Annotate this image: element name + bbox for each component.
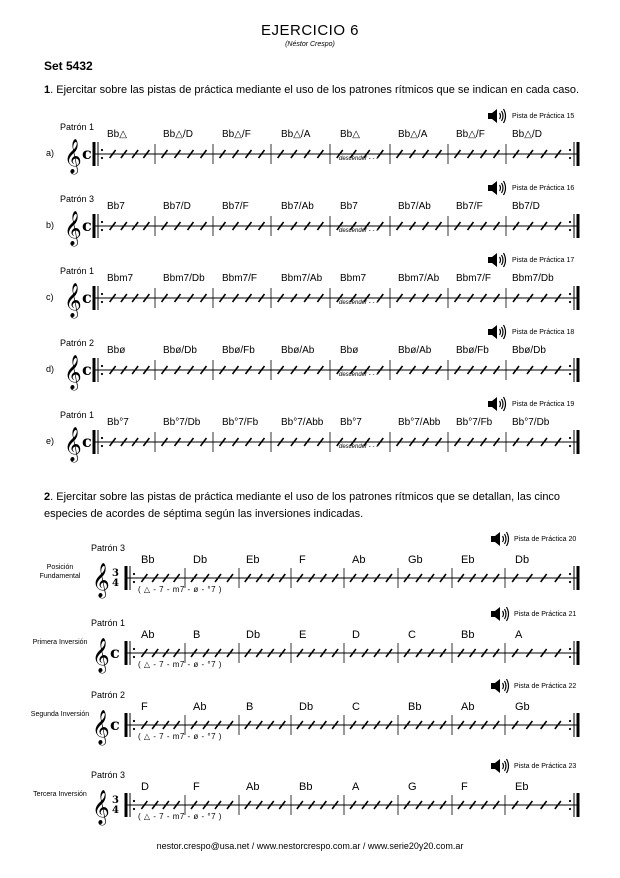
section1-chord-1-6: Bb7/F: [456, 201, 483, 212]
section1-chord-4-6: Bb°7/Fb: [456, 417, 493, 428]
section1-chord-2-4: Bbm7: [340, 273, 367, 284]
section1-chord-4-4: Bb°7: [340, 417, 362, 428]
section1-track-3: Pista de Práctica 18: [512, 329, 575, 336]
section2-pattern-1: Patrón 1: [91, 618, 126, 628]
section1-label-0: a): [46, 148, 55, 158]
svg-text:𝄞: 𝄞: [92, 790, 110, 825]
section1-chord-2-5: Bbm7/Ab: [398, 273, 440, 284]
section1-descender-3: descender - - -: [339, 372, 379, 378]
section1-descender-2: descender - - -: [339, 300, 379, 306]
section1-staff-1: [60, 206, 582, 246]
section2-species-2: ( △ - 7 - m7 - ø - °7 ): [138, 732, 222, 741]
section1-pattern-2: Patrón 1: [60, 266, 95, 276]
section2-speaker-icon-3: [490, 758, 510, 774]
section1-chord-0-5: Bb△/A: [398, 129, 428, 140]
svg-text:c: c: [82, 432, 92, 451]
section2-species-1: ( △ - 7 - m7 - ø - °7 ): [138, 660, 222, 669]
section1-chord-2-3: Bbm7/Ab: [281, 273, 323, 284]
section1-chord-0-7: Bb△/D: [512, 129, 542, 140]
section2-species-3: ( △ - 7 - m7 - ø - °7 ): [138, 812, 222, 821]
svg-text:𝄞: 𝄞: [64, 139, 82, 174]
section2-pattern-2: Patrón 2: [91, 690, 126, 700]
svg-text:𝄞: 𝄞: [92, 638, 110, 673]
section1-chord-4-7: Bb°7/Db: [512, 417, 550, 428]
section1-chord-3-6: Bbø/Fb: [456, 345, 489, 356]
section1-pattern-3: Patrón 2: [60, 338, 95, 348]
section2-position-3: Tercera Inversión: [33, 791, 87, 798]
section1-pattern-0: Patrón 1: [60, 122, 95, 132]
section1-chord-3-5: Bbø/Ab: [398, 345, 432, 356]
section2-chord-2-2: B: [246, 701, 254, 713]
section1-label-2: c): [46, 292, 54, 302]
section2-chord-3-5: G: [408, 781, 417, 793]
section1-chord-4-5: Bb°7/Abb: [398, 417, 441, 428]
section2-chord-2-7: Gb: [515, 701, 530, 713]
section2-track-3: Pista de Práctica 23: [514, 763, 577, 770]
svg-text:𝄞: 𝄞: [92, 563, 110, 598]
section2-chord-0-0: Bb: [141, 554, 155, 566]
section1-track-4: Pista de Práctica 19: [512, 401, 575, 408]
section2-chord-2-1: Ab: [193, 701, 207, 713]
section2-chord-3-4: A: [352, 781, 360, 793]
section1-chord-3-1: Bbø/Db: [163, 345, 197, 356]
section1-label-1: b): [46, 220, 55, 230]
svg-text:𝄞: 𝄞: [64, 283, 82, 318]
section1-chord-3-2: Bbø/Fb: [222, 345, 255, 356]
section1-descender-1: descender - - -: [339, 228, 379, 234]
section1-chord-2-0: Bbm7: [107, 273, 134, 284]
section1-staff-4: [60, 422, 582, 462]
section1-chord-3-3: Bbø/Ab: [281, 345, 315, 356]
section2-track-1: Pista de Práctica 21: [514, 611, 577, 618]
section2-chord-2-6: Ab: [461, 701, 475, 713]
section2-chord-1-5: C: [408, 629, 416, 641]
section1-speaker-icon-0: [487, 108, 507, 124]
svg-text:c: c: [82, 216, 92, 235]
section2-pattern-3: Patrón 3: [91, 770, 126, 780]
section2-chord-2-4: C: [352, 701, 360, 713]
section1-chord-1-1: Bb7/D: [163, 201, 191, 212]
section1-track-0: Pista de Práctica 15: [512, 113, 575, 120]
section1-chord-2-6: Bbm7/F: [456, 273, 492, 284]
section2-chord-1-1: B: [193, 629, 201, 641]
section1-chord-3-7: Bbø/Db: [512, 345, 546, 356]
svg-text:c: c: [82, 288, 92, 307]
section1-chord-2-2: Bbm7/F: [222, 273, 258, 284]
section2-chord-1-6: Bb: [461, 629, 475, 641]
section1-chord-2-1: Bbm7/Db: [163, 273, 205, 284]
instruction-1: [44, 82, 596, 99]
section1-chord-3-0: Bbø: [107, 345, 126, 356]
section2-chord-0-4: Ab: [352, 554, 366, 566]
section1-track-2: Pista de Práctica 17: [512, 257, 575, 264]
section2-chord-0-6: Eb: [461, 554, 475, 566]
section1-chord-3-4: Bbø: [340, 345, 359, 356]
section1-staff-0: [60, 134, 582, 174]
svg-text:c: c: [82, 144, 92, 163]
author: (Néstor Crespo): [285, 41, 335, 48]
svg-text:c: c: [110, 715, 120, 734]
section1-label-3: d): [46, 364, 55, 374]
instruction-2: [44, 489, 596, 523]
section1-chord-1-0: Bb7: [107, 201, 125, 212]
section1-speaker-icon-4: [487, 396, 507, 412]
footer-links: nestor.crespo@usa.net / www.nestorcrespo.com.ar / www.serie20y20.com.ar: [156, 841, 464, 851]
section2-chord-3-3: Bb: [299, 781, 313, 793]
section1-pattern-1: Patrón 3: [60, 194, 95, 204]
section1-chord-0-0: Bb△: [107, 129, 127, 140]
instruction-1-text: . Ejercitar sobre las pistas de práctica mediante el uso de los patrones rítmicos que se indican en cada caso.: [50, 84, 580, 96]
section1-staff-2: [60, 278, 582, 318]
section1-speaker-icon-2: [487, 252, 507, 268]
section1-staff-3: [60, 350, 582, 390]
svg-text:c: c: [82, 360, 92, 379]
section2-speaker-icon-1: [490, 606, 510, 622]
svg-text:3: 3: [112, 568, 119, 579]
section2-chord-1-3: E: [299, 629, 307, 641]
section2-chord-0-5: Gb: [408, 554, 423, 566]
section2-speaker-icon-0: [490, 531, 510, 547]
section2-track-0: Pista de Práctica 20: [514, 536, 577, 543]
section2-track-2: Pista de Práctica 22: [514, 683, 577, 690]
svg-text:𝄞: 𝄞: [92, 710, 110, 745]
section1-chord-0-6: Bb△/F: [456, 129, 485, 140]
section1-speaker-icon-3: [487, 324, 507, 340]
instruction-2-number: 2: [44, 491, 51, 503]
section2-chord-1-4: D: [352, 629, 360, 641]
section2-chord-0-7: Db: [515, 554, 530, 566]
svg-text:𝄞: 𝄞: [64, 427, 82, 462]
section1-chord-1-3: Bb7/Ab: [281, 201, 314, 212]
section2-chord-3-2: Ab: [246, 781, 260, 793]
section2-chord-3-7: Eb: [515, 781, 529, 793]
section1-chord-4-2: Bb°7/Fb: [222, 417, 259, 428]
section2-chord-1-7: A: [515, 629, 523, 641]
section2-species-0: ( △ - 7 - m7 - ø - °7 ): [138, 585, 222, 594]
section1-speaker-icon-1: [487, 180, 507, 196]
section1-chord-4-0: Bb°7: [107, 417, 129, 428]
section2-chord-2-3: Db: [299, 701, 314, 713]
section1-chord-1-5: Bb7/Ab: [398, 201, 431, 212]
section2-chord-1-2: Db: [246, 629, 261, 641]
section1-chord-0-2: Bb△/F: [222, 129, 251, 140]
section1-track-1: Pista de Práctica 16: [512, 185, 575, 192]
section1-chord-1-7: Bb7/D: [512, 201, 540, 212]
svg-text:𝄞: 𝄞: [64, 211, 82, 246]
section2-chord-1-0: Ab: [141, 629, 155, 641]
svg-text:3: 3: [112, 795, 119, 806]
instruction-1-number: 1: [44, 84, 51, 96]
instruction-2-text-line2: especies de acordes de séptima según las inversiones indicadas.: [44, 508, 364, 520]
section1-descender-0: descender - - -: [339, 156, 379, 162]
section1-chord-1-4: Bb7: [340, 201, 358, 212]
instruction-2-text-line1: . Ejercitar sobre las pistas de práctica mediante el uso de los patrones rítmicos que se detallan, las cinco: [50, 491, 561, 503]
section1-pattern-4: Patrón 1: [60, 410, 95, 420]
section2-chord-2-5: Bb: [408, 701, 422, 713]
svg-text:4: 4: [112, 578, 119, 589]
section2-chord-0-2: Eb: [246, 554, 260, 566]
svg-text:𝄞: 𝄞: [64, 355, 82, 390]
section2-chord-0-3: F: [299, 554, 306, 566]
section1-chord-0-1: Bb△/D: [163, 129, 193, 140]
section1-chord-2-7: Bbm7/Db: [512, 273, 554, 284]
section2-position-2: Segunda Inversión: [30, 711, 90, 718]
section2-chord-3-6: F: [461, 781, 468, 793]
section1-chord-4-1: Bb°7/Db: [163, 417, 201, 428]
section1-chord-4-3: Bb°7/Abb: [281, 417, 324, 428]
section1-chord-0-4: Bb△: [340, 129, 360, 140]
svg-text:c: c: [110, 643, 120, 662]
section2-chord-2-0: F: [141, 701, 148, 713]
set-number: Set 5432: [44, 59, 93, 73]
section1-chord-1-2: Bb7/F: [222, 201, 249, 212]
section2-pattern-0: Patrón 3: [91, 543, 126, 553]
section2-chord-3-1: F: [193, 781, 200, 793]
section2-chord-0-1: Db: [193, 554, 208, 566]
section2-position-0: Posición Fundamental: [39, 564, 81, 580]
section2-chord-3-0: D: [141, 781, 149, 793]
page-title: EJERCICIO 6: [260, 22, 360, 39]
svg-text:4: 4: [112, 805, 119, 816]
section2-position-1: Primera Inversión: [32, 639, 88, 646]
section1-label-4: e): [46, 436, 55, 446]
section2-speaker-icon-2: [490, 678, 510, 694]
section1-descender-4: descender - - -: [339, 444, 379, 450]
section1-chord-0-3: Bb△/A: [281, 129, 311, 140]
